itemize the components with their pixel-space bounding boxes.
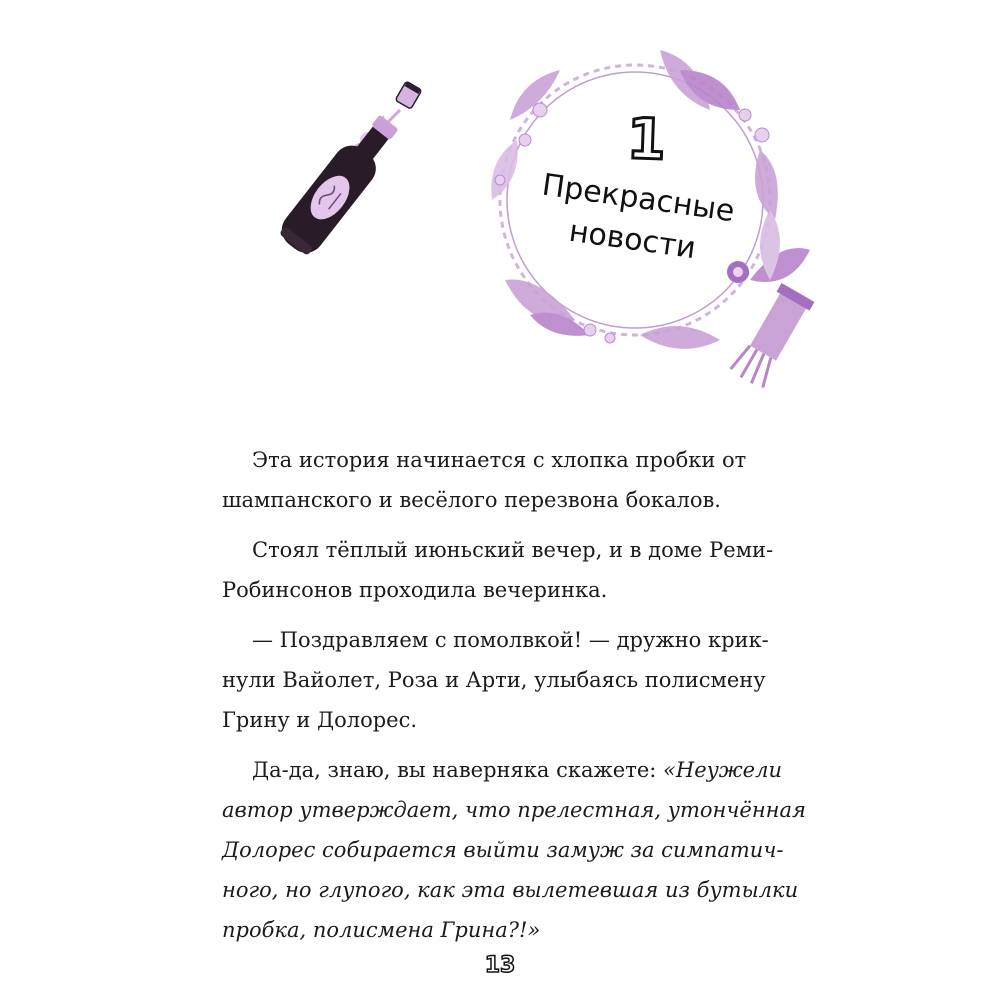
chapter-heading <box>530 97 749 275</box>
paragraph-4 <box>222 750 806 950</box>
text-line: нули Вайолет, Роза и Арти, улыбаясь полисмену <box>222 668 766 692</box>
text-line: шампанского и весёлого перезвона бокалов. <box>222 488 721 512</box>
paragraph-2 <box>222 530 774 610</box>
paragraph-1 <box>222 440 747 520</box>
text-line: пробка, полисмена Грина?!» <box>222 918 541 942</box>
text-line: — Поздравляем с помолвкой! — дружно крик- <box>252 628 769 652</box>
champagne-bottle-icon <box>250 80 450 270</box>
chapter-title-line-1: Прекрасные <box>539 167 737 230</box>
paragraph-3 <box>222 620 769 740</box>
text-line: Стоял тёплый июньский вечер, и в доме Реми- <box>252 538 774 562</box>
text-line: Робинсонов проходила вечеринка. <box>222 578 608 602</box>
text-line: Долорес собирается выйти замуж за симпатич- <box>222 838 784 862</box>
chapter-title-line-2: новости <box>566 213 698 267</box>
text-line <box>222 750 782 790</box>
text-line: Грину и Долорес. <box>222 708 418 732</box>
text-line: автор утверждает, что прелестная, утончённая <box>222 798 806 822</box>
page-number: 13 <box>484 953 516 978</box>
text-italic: «Неужели <box>663 758 782 782</box>
chapter-number: 1 <box>625 106 668 174</box>
text-normal: Да-да, знаю, вы наверняка скажете: <box>252 758 664 782</box>
body-text <box>222 440 806 960</box>
text-line: ного, но глупого, как эта вылетевшая из бутылки <box>222 878 799 902</box>
text-line: Эта история начинается с хлопка пробки от <box>252 448 747 472</box>
